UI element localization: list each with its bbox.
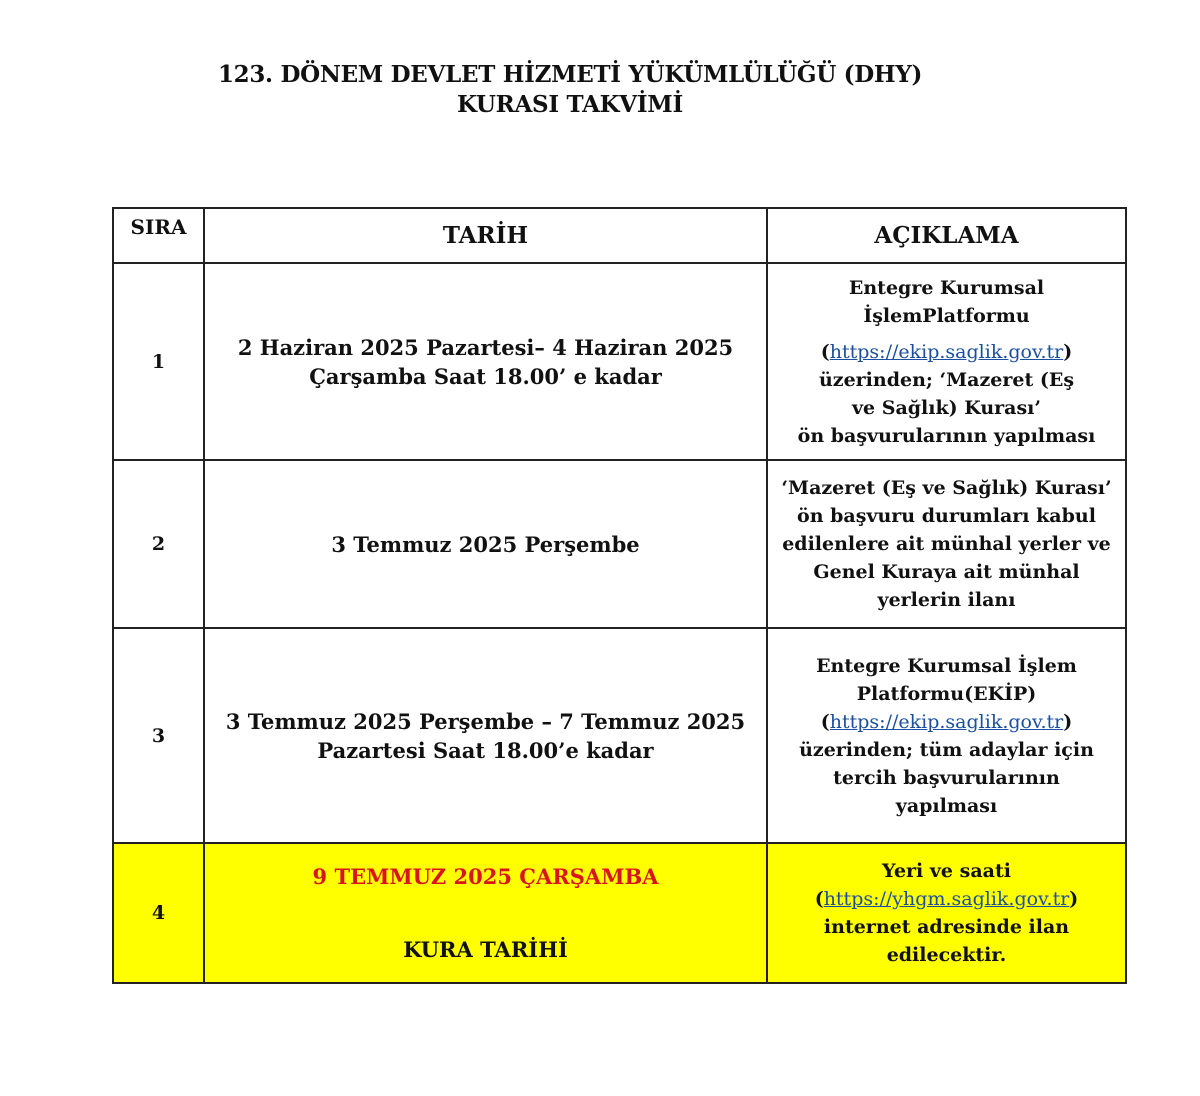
row-sira: 3 <box>113 628 204 843</box>
tarih-line: 2 Haziran 2025 Pazartesi– 4 Haziran 2025 <box>237 334 734 360</box>
table-row <box>113 263 1126 460</box>
paren-open: ( <box>820 340 830 363</box>
aciklama-line: ön başvurularının yapılması <box>797 424 1096 447</box>
table-row <box>113 460 1126 628</box>
aciklama-line: yerlerin ilanı <box>877 589 1016 611</box>
title-line-2: KURASI TAKVİMİ <box>457 91 683 118</box>
row-aciklama <box>767 460 1126 628</box>
header-tarih: TARİH <box>204 208 767 263</box>
aciklama-line: ‘Mazeret (Eş ve Sağlık) Kurası’ <box>781 477 1112 499</box>
paren-close: ) <box>1063 340 1073 363</box>
tarih-line: Çarşamba Saat 18.00’ e kadar <box>309 363 662 389</box>
aciklama-line: Genel Kuraya ait münhal <box>813 561 1080 583</box>
tarih-line: 3 Temmuz 2025 Perşembe – 7 Temmuz 2025 <box>225 708 746 734</box>
aciklama-line: ve Sağlık) Kurası’ <box>851 396 1042 419</box>
document-title <box>0 60 1140 120</box>
aciklama-line: üzerinden; tüm adaylar için <box>799 738 1094 761</box>
aciklama-line: edilenlere ait münhal yerler ve <box>782 533 1111 555</box>
row-tarih <box>204 843 767 983</box>
aciklama-line: tercih başvurularının <box>833 766 1060 789</box>
aciklama-line: Yeri ve saati <box>882 860 1011 882</box>
kura-tarihi-label: KURA TARİHİ <box>403 937 568 962</box>
aciklama-line: üzerinden; ‘Mazeret (Eş <box>818 368 1075 391</box>
row-tarih <box>204 628 767 843</box>
aciklama-line: Entegre Kurumsal İşlem <box>816 654 1077 677</box>
header-sira: SIRA <box>113 208 204 263</box>
paren-close: ) <box>1063 710 1073 733</box>
ekip-link[interactable]: https://ekip.saglik.gov.tr <box>829 710 1064 733</box>
schedule-table <box>112 207 1127 984</box>
aciklama-line: İşlemPlatformu <box>863 304 1030 327</box>
tarih-line: 3 Temmuz 2025 Perşembe <box>331 531 640 557</box>
paren-open: ( <box>820 710 830 733</box>
aciklama-link-line <box>776 338 1117 366</box>
row-aciklama <box>767 263 1126 460</box>
row-tarih <box>204 263 767 460</box>
table-header-row <box>113 208 1126 263</box>
header-aciklama: AÇIKLAMA <box>767 208 1126 263</box>
row-tarih <box>204 460 767 628</box>
aciklama-line: ön başvuru durumları kabul <box>797 505 1096 527</box>
kura-date: 9 TEMMUZ 2025 ÇARŞAMBA <box>312 864 659 889</box>
row-aciklama <box>767 843 1126 983</box>
row-sira: 2 <box>113 460 204 628</box>
row-aciklama <box>767 628 1126 843</box>
aciklama-line: internet adresinde ilan <box>823 916 1070 938</box>
yhgm-link[interactable]: https://yhgm.saglik.gov.tr <box>823 888 1070 910</box>
aciklama-line: Entegre Kurumsal <box>848 276 1045 299</box>
aciklama-line: Platformu(EKİP) <box>856 682 1037 705</box>
tarih-line: Pazartesi Saat 18.00’e kadar <box>317 737 654 763</box>
title-line-1: 123. DÖNEM DEVLET HİZMETİ YÜKÜMLÜLÜĞÜ (DHY) <box>217 61 923 88</box>
ekip-link[interactable]: https://ekip.saglik.gov.tr <box>829 340 1064 363</box>
row-sira: 1 <box>113 263 204 460</box>
table-row-highlighted <box>113 843 1126 983</box>
aciklama-link-line <box>776 708 1117 736</box>
aciklama-link-line <box>776 885 1117 913</box>
aciklama-line: edilecektir. <box>886 944 1007 966</box>
row-sira: 4 <box>113 843 204 983</box>
paren-close: ) <box>1069 888 1079 910</box>
paren-open: ( <box>814 888 824 910</box>
aciklama-line: yapılması <box>895 794 998 817</box>
table-row <box>113 628 1126 843</box>
